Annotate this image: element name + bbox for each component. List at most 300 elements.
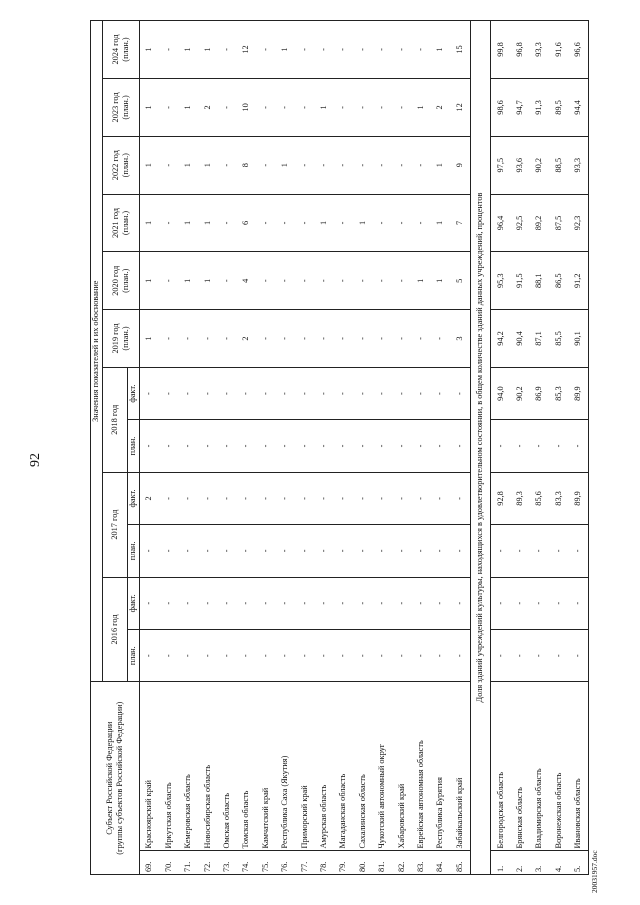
value-cell: - — [549, 420, 568, 472]
value-cell: 1 — [431, 21, 450, 79]
value-cell: - — [491, 420, 511, 472]
region-name: Забайкальский край — [450, 682, 470, 851]
value-cell: - — [295, 420, 314, 472]
row-number: 84. — [431, 851, 450, 875]
value-cell: - — [218, 79, 237, 137]
value-cell: - — [276, 252, 295, 310]
year-header — [103, 310, 140, 368]
value-cell: - — [179, 310, 198, 368]
indicator-table — [90, 20, 589, 875]
value-cell: - — [237, 472, 256, 524]
value-cell: - — [334, 310, 353, 368]
value-cell: 94,4 — [569, 79, 589, 137]
value-cell: - — [256, 252, 275, 310]
value-cell: 90,2 — [530, 136, 549, 194]
value-cell: 92,3 — [569, 194, 589, 252]
value-cell: 89,9 — [569, 472, 589, 524]
value-cell: 1 — [315, 194, 334, 252]
value-cell: - — [373, 525, 392, 577]
value-cell: 1 — [179, 252, 198, 310]
region-name: Иркутская область — [159, 682, 178, 851]
value-cell: - — [256, 136, 275, 194]
subject-header-line-2: (группы субъектов Российской Федерации) — [115, 701, 124, 855]
value-cell: - — [392, 577, 411, 629]
region-name: Ивановская область — [569, 682, 589, 851]
value-cell: - — [237, 577, 256, 629]
region-name: Омская область — [218, 682, 237, 851]
row-number: 81. — [373, 851, 392, 875]
value-cell: 1 — [198, 194, 217, 252]
value-cell: 1 — [140, 79, 160, 137]
value-cell: 98,6 — [491, 79, 511, 137]
value-cell: 92,8 — [491, 472, 511, 524]
row-number: 83. — [411, 851, 430, 875]
value-cell: 1 — [179, 194, 198, 252]
value-cell: 1 — [140, 136, 160, 194]
value-cell: 10 — [237, 79, 256, 137]
year-label: 2023 год — [110, 92, 120, 123]
value-cell: - — [256, 21, 275, 79]
value-cell: 96,8 — [510, 21, 529, 79]
value-cell: - — [353, 629, 372, 681]
row-number: 2. — [510, 851, 529, 875]
table-row — [569, 21, 589, 875]
value-cell: 91,6 — [549, 21, 568, 79]
value-cell: 8 — [237, 136, 256, 194]
value-cell: - — [198, 629, 217, 681]
value-cell: - — [179, 577, 198, 629]
value-cell: - — [159, 252, 178, 310]
year-label: 2019 год — [110, 323, 120, 354]
value-cell: 97,5 — [491, 136, 511, 194]
value-cell: - — [159, 577, 178, 629]
value-cell: - — [198, 367, 217, 419]
table-body — [140, 21, 589, 875]
table-row — [334, 21, 353, 875]
value-cell: - — [373, 577, 392, 629]
value-cell: 2 — [140, 472, 160, 524]
value-cell: - — [159, 472, 178, 524]
region-name: Еврейская автономная область — [411, 682, 430, 851]
value-cell: - — [510, 629, 529, 681]
value-cell: - — [237, 367, 256, 419]
value-cell: 12 — [237, 21, 256, 79]
value-cell: 1 — [431, 136, 450, 194]
value-cell: 1 — [198, 136, 217, 194]
region-name: Томская область — [237, 682, 256, 851]
value-cell: - — [411, 525, 430, 577]
value-cell: - — [411, 21, 430, 79]
region-name: Чукотский автономный округ — [373, 682, 392, 851]
value-cell: - — [315, 472, 334, 524]
value-cell: - — [256, 367, 275, 419]
value-cell: 92,5 — [510, 194, 529, 252]
value-cell: 15 — [450, 21, 470, 79]
value-cell: - — [218, 367, 237, 419]
value-cell: - — [411, 367, 430, 419]
value-cell: - — [218, 629, 237, 681]
value-cell: - — [276, 577, 295, 629]
sub-header: план. — [128, 420, 140, 472]
section-row — [470, 21, 490, 875]
row-number: 73. — [218, 851, 237, 875]
value-cell: - — [295, 79, 314, 137]
year-header: 2016 год — [103, 577, 128, 682]
value-cell: - — [334, 79, 353, 137]
region-name: Приморский край — [295, 682, 314, 851]
value-cell: - — [353, 252, 372, 310]
value-cell: - — [256, 577, 275, 629]
value-cell: 1 — [411, 79, 430, 137]
value-cell: 1 — [315, 79, 334, 137]
footer-filename: 20031957.doc — [590, 850, 599, 893]
value-cell: - — [373, 252, 392, 310]
year-sub-label: (план.) — [121, 95, 130, 120]
value-cell: - — [530, 577, 549, 629]
value-cell: - — [411, 136, 430, 194]
value-cell: - — [315, 525, 334, 577]
value-cell: - — [392, 21, 411, 79]
value-cell: 1 — [140, 252, 160, 310]
value-cell: - — [431, 310, 450, 368]
value-cell: - — [569, 629, 589, 681]
value-cell: 2 — [198, 79, 217, 137]
row-number: 75. — [256, 851, 275, 875]
value-cell: - — [256, 310, 275, 368]
value-cell: - — [353, 310, 372, 368]
value-cell: - — [431, 472, 450, 524]
value-cell: - — [140, 367, 160, 419]
value-cell: - — [334, 21, 353, 79]
value-cell: - — [392, 472, 411, 524]
value-cell: - — [549, 577, 568, 629]
row-number: 71. — [179, 851, 198, 875]
table-row — [510, 21, 529, 875]
value-cell: - — [334, 577, 353, 629]
table-row — [530, 21, 549, 875]
value-cell: - — [334, 367, 353, 419]
value-cell: - — [411, 310, 430, 368]
value-cell: - — [295, 577, 314, 629]
value-cell: - — [334, 525, 353, 577]
region-name: Камчатский край — [256, 682, 275, 851]
value-cell: - — [198, 525, 217, 577]
value-cell: - — [353, 472, 372, 524]
value-cell: - — [491, 577, 511, 629]
value-cell: 89,9 — [569, 367, 589, 419]
value-cell: - — [450, 577, 470, 629]
value-cell: 1 — [179, 21, 198, 79]
subject-header-line-1: Субъект Российской Федерации — [105, 721, 114, 835]
value-cell: - — [140, 420, 160, 472]
row-number: 4. — [549, 851, 568, 875]
value-cell: 99,8 — [491, 21, 511, 79]
table-row — [218, 21, 237, 875]
year-sub-label: (план.) — [121, 210, 130, 236]
region-name: Сахалинская область — [353, 682, 372, 851]
value-cell: 89,5 — [549, 79, 568, 137]
value-cell: - — [411, 194, 430, 252]
table-header — [91, 21, 140, 875]
value-cell: - — [276, 310, 295, 368]
value-cell: - — [431, 367, 450, 419]
value-cell: - — [140, 629, 160, 681]
value-cell: - — [353, 577, 372, 629]
value-cell: - — [159, 21, 178, 79]
table-row — [237, 21, 256, 875]
value-cell: - — [315, 629, 334, 681]
value-cell: - — [198, 420, 217, 472]
value-cell: - — [218, 577, 237, 629]
value-cell: - — [411, 577, 430, 629]
value-cell: 94,0 — [491, 367, 511, 419]
row-number: 76. — [276, 851, 295, 875]
value-cell: - — [179, 367, 198, 419]
value-cell: - — [411, 472, 430, 524]
row-number: 82. — [392, 851, 411, 875]
value-cell: - — [373, 310, 392, 368]
table-row — [450, 21, 470, 875]
value-cell: 96,6 — [569, 21, 589, 79]
value-cell: - — [353, 79, 372, 137]
row-number: 85. — [450, 851, 470, 875]
row-number: 3. — [530, 851, 549, 875]
value-cell: 3 — [450, 310, 470, 368]
value-cell: - — [218, 420, 237, 472]
value-cell: - — [491, 525, 511, 577]
region-name: Воронежская область — [549, 682, 568, 851]
row-number: 79. — [334, 851, 353, 875]
value-cell: - — [353, 21, 372, 79]
table-row — [353, 21, 372, 875]
value-cell: - — [198, 472, 217, 524]
year-header — [103, 252, 140, 310]
value-cell: 5 — [450, 252, 470, 310]
region-name: Кемеровская область — [179, 682, 198, 851]
value-cell: - — [373, 21, 392, 79]
value-cell: - — [530, 420, 549, 472]
value-cell: - — [373, 367, 392, 419]
value-cell: - — [334, 252, 353, 310]
value-cell: - — [373, 420, 392, 472]
year-sub-label: (план.) — [121, 37, 130, 62]
value-cell: - — [237, 525, 256, 577]
value-cell: 4 — [237, 252, 256, 310]
value-cell: - — [373, 79, 392, 137]
table-row — [491, 21, 511, 875]
table-row — [276, 21, 295, 875]
value-cell: - — [315, 577, 334, 629]
value-cell: 90,2 — [510, 367, 529, 419]
sub-header: план. — [128, 629, 140, 681]
table-row — [373, 21, 392, 875]
value-cell: 94,7 — [510, 79, 529, 137]
value-cell: 6 — [237, 194, 256, 252]
value-cell: - — [353, 367, 372, 419]
value-cell: - — [411, 629, 430, 681]
value-cell: - — [373, 136, 392, 194]
table-row — [315, 21, 334, 875]
value-cell: - — [295, 252, 314, 310]
value-cell: - — [179, 472, 198, 524]
value-cell: 96,4 — [491, 194, 511, 252]
value-cell: - — [276, 472, 295, 524]
page-number: 92 — [28, 453, 43, 467]
value-cell: - — [510, 525, 529, 577]
value-cell: - — [218, 472, 237, 524]
value-cell: - — [256, 420, 275, 472]
value-cell: - — [159, 367, 178, 419]
region-name: Новосибирская область — [198, 682, 217, 851]
value-cell: - — [256, 525, 275, 577]
value-cell: - — [179, 629, 198, 681]
value-cell: - — [295, 472, 314, 524]
table-row — [549, 21, 568, 875]
region-name: Амурская область — [315, 682, 334, 851]
value-cell: - — [315, 136, 334, 194]
value-cell: - — [179, 525, 198, 577]
value-cell: - — [237, 420, 256, 472]
value-cell: - — [159, 525, 178, 577]
value-cell: - — [256, 629, 275, 681]
value-cell: - — [334, 420, 353, 472]
value-cell: - — [392, 629, 411, 681]
values-header: Значения показателей и их обоснование — [91, 21, 103, 682]
value-cell: - — [218, 194, 237, 252]
value-cell: - — [295, 21, 314, 79]
value-cell: - — [353, 525, 372, 577]
value-cell: - — [315, 252, 334, 310]
year-label: 2022 год — [110, 150, 120, 181]
value-cell: 88,1 — [530, 252, 549, 310]
value-cell: 90,1 — [569, 310, 589, 368]
value-cell: 83,3 — [549, 472, 568, 524]
value-cell: 1 — [431, 194, 450, 252]
value-cell: - — [549, 629, 568, 681]
value-cell: 91,5 — [510, 252, 529, 310]
value-cell: - — [569, 577, 589, 629]
year-label: 2020 год — [110, 265, 120, 296]
value-cell: - — [159, 629, 178, 681]
sub-header: факт. — [128, 367, 140, 419]
value-cell: 87,5 — [549, 194, 568, 252]
value-cell: - — [334, 136, 353, 194]
value-cell: - — [431, 629, 450, 681]
row-number: 72. — [198, 851, 217, 875]
table-row — [431, 21, 450, 875]
value-cell: 7 — [450, 194, 470, 252]
value-cell: 85,3 — [549, 367, 568, 419]
section-title: Доля зданий учреждений культуры, находящихся в удовлетворительном состоянии, в общем количестве зданий данных учреждений, процентов — [470, 21, 490, 875]
value-cell: 9 — [450, 136, 470, 194]
value-cell: 89,3 — [510, 472, 529, 524]
value-cell: - — [491, 629, 511, 681]
value-cell: - — [334, 629, 353, 681]
value-cell: 2 — [431, 79, 450, 137]
value-cell: - — [373, 629, 392, 681]
year-sub-label: (план.) — [121, 268, 130, 293]
value-cell: - — [295, 367, 314, 419]
year-header — [103, 21, 140, 79]
value-cell: - — [334, 194, 353, 252]
value-cell: 1 — [140, 310, 160, 368]
value-cell: - — [256, 472, 275, 524]
region-name: Брянская область — [510, 682, 529, 851]
region-name: Республика Саха (Якутия) — [276, 682, 295, 851]
table-row — [392, 21, 411, 875]
value-cell: 1 — [179, 79, 198, 137]
row-number: 80. — [353, 851, 372, 875]
value-cell: - — [140, 577, 160, 629]
value-cell: - — [353, 136, 372, 194]
value-cell: - — [295, 136, 314, 194]
value-cell: - — [218, 252, 237, 310]
region-name: Владимирская область — [530, 682, 549, 851]
value-cell: - — [198, 577, 217, 629]
value-cell: - — [315, 367, 334, 419]
row-number: 70. — [159, 851, 178, 875]
value-cell: - — [218, 21, 237, 79]
value-cell: - — [295, 525, 314, 577]
value-cell: 1 — [179, 136, 198, 194]
value-cell: - — [295, 194, 314, 252]
value-cell: - — [276, 367, 295, 419]
value-cell: - — [159, 194, 178, 252]
value-cell: - — [256, 79, 275, 137]
value-cell: 1 — [198, 252, 217, 310]
sub-header: факт. — [128, 472, 140, 524]
value-cell: - — [295, 310, 314, 368]
value-cell: 1 — [198, 21, 217, 79]
value-cell: - — [392, 136, 411, 194]
value-cell: 95,3 — [491, 252, 511, 310]
value-cell: - — [276, 420, 295, 472]
value-cell: - — [353, 420, 372, 472]
value-cell: 1 — [140, 21, 160, 79]
region-name: Магаданская область — [334, 682, 353, 851]
value-cell: - — [334, 472, 353, 524]
value-cell: 2 — [237, 310, 256, 368]
table-row — [411, 21, 430, 875]
row-number: 74. — [237, 851, 256, 875]
year-label: 2021 год — [110, 207, 120, 238]
value-cell: - — [392, 525, 411, 577]
value-cell: - — [431, 525, 450, 577]
year-header — [103, 194, 140, 252]
region-name: Белгородская область — [491, 682, 511, 851]
year-label: 2024 год — [110, 34, 120, 65]
subject-header — [91, 682, 140, 875]
value-cell: - — [276, 79, 295, 137]
value-cell: - — [530, 525, 549, 577]
value-cell: - — [276, 525, 295, 577]
row-number: 77. — [295, 851, 314, 875]
value-cell: - — [159, 310, 178, 368]
value-cell: - — [198, 310, 217, 368]
value-cell: 91,3 — [530, 79, 549, 137]
value-cell: - — [179, 420, 198, 472]
region-name: Хабаровский край — [392, 682, 411, 851]
value-cell: - — [450, 367, 470, 419]
value-cell: - — [373, 472, 392, 524]
value-cell: - — [373, 194, 392, 252]
value-cell: - — [392, 252, 411, 310]
table-row — [256, 21, 275, 875]
value-cell: - — [140, 525, 160, 577]
value-cell: - — [510, 420, 529, 472]
year-header: 2017 год — [103, 472, 128, 577]
value-cell: 85,6 — [530, 472, 549, 524]
